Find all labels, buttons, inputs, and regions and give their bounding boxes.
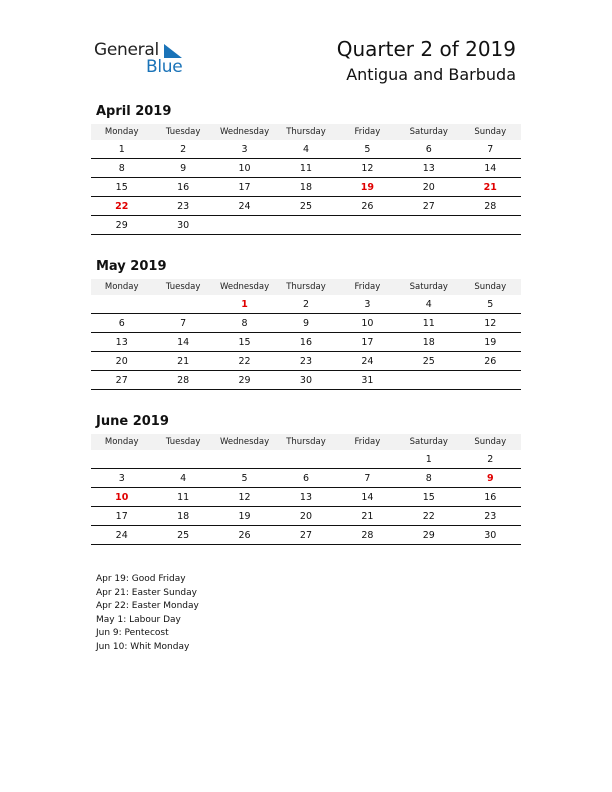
day-cell: 14 (460, 159, 521, 178)
page-title: Quarter 2 of 2019 (336, 37, 516, 61)
day-cell: 23 (460, 507, 521, 526)
day-cell: 4 (275, 140, 336, 159)
day-cell: 29 (398, 526, 459, 545)
month-calendar (91, 104, 521, 235)
weekday-header: Thursday (275, 124, 336, 140)
weekday-header: Tuesday (152, 124, 213, 140)
day-cell: 9 (460, 469, 521, 488)
day-cell (152, 295, 213, 314)
day-cell (91, 450, 152, 469)
day-cell: 13 (398, 159, 459, 178)
day-cell: 16 (152, 178, 213, 197)
week-row (91, 450, 521, 469)
weekday-header-row (91, 124, 521, 140)
week-row (91, 295, 521, 314)
day-cell: 21 (152, 352, 213, 371)
week-row (91, 159, 521, 178)
day-cell: 3 (214, 140, 275, 159)
day-cell: 26 (337, 197, 398, 216)
day-cell: 7 (337, 469, 398, 488)
month-table (91, 279, 521, 390)
weekday-header: Friday (337, 279, 398, 295)
day-cell: 6 (398, 140, 459, 159)
weekday-header: Monday (91, 279, 152, 295)
weekday-header: Wednesday (214, 434, 275, 450)
holiday-note: Apr 19: Good Friday (96, 574, 186, 584)
weekday-header: Tuesday (152, 279, 213, 295)
weekday-header: Wednesday (214, 279, 275, 295)
day-cell: 20 (398, 178, 459, 197)
day-cell: 4 (152, 469, 213, 488)
day-cell: 20 (275, 507, 336, 526)
day-cell: 18 (398, 333, 459, 352)
day-cell: 1 (214, 295, 275, 314)
day-cell: 19 (214, 507, 275, 526)
day-cell (337, 450, 398, 469)
day-cell: 8 (214, 314, 275, 333)
holiday-note: Apr 21: Easter Sunday (96, 587, 197, 598)
month-calendar (91, 259, 521, 390)
day-cell: 28 (337, 526, 398, 545)
day-cell: 11 (275, 159, 336, 178)
month-table (91, 434, 521, 545)
weekday-header: Saturday (398, 124, 459, 140)
day-cell: 5 (214, 469, 275, 488)
week-row (91, 314, 521, 333)
day-cell: 28 (460, 197, 521, 216)
day-cell: 25 (398, 352, 459, 371)
day-cell: 16 (275, 333, 336, 352)
day-cell: 19 (460, 333, 521, 352)
day-cell (275, 216, 336, 235)
day-cell: 25 (275, 197, 336, 216)
month-table (91, 124, 521, 235)
day-cell: 10 (91, 488, 152, 507)
day-cell: 12 (214, 488, 275, 507)
day-cell: 9 (275, 314, 336, 333)
weekday-header-row (91, 279, 521, 295)
day-cell: 30 (275, 371, 336, 390)
day-cell: 9 (152, 159, 213, 178)
day-cell: 18 (152, 507, 213, 526)
weekday-header: Sunday (460, 124, 521, 140)
day-cell (275, 450, 336, 469)
day-cell: 6 (91, 314, 152, 333)
holiday-note: Apr 22: Easter Monday (96, 601, 199, 611)
day-cell: 16 (460, 488, 521, 507)
day-cell: 10 (214, 159, 275, 178)
day-cell (152, 450, 213, 469)
day-cell: 17 (91, 507, 152, 526)
day-cell: 2 (152, 140, 213, 159)
day-cell: 23 (275, 352, 336, 371)
day-cell: 27 (275, 526, 336, 545)
day-cell: 13 (91, 333, 152, 352)
day-cell: 21 (337, 507, 398, 526)
holiday-note: Jun 10: Whit Monday (96, 641, 190, 652)
day-cell: 14 (337, 488, 398, 507)
weekday-header: Sunday (460, 279, 521, 295)
day-cell: 1 (91, 140, 152, 159)
day-cell (460, 371, 521, 390)
day-cell: 26 (460, 352, 521, 371)
day-cell: 19 (337, 178, 398, 197)
weekday-header: Wednesday (214, 124, 275, 140)
month-title: May 2019 (96, 259, 167, 274)
day-cell: 13 (275, 488, 336, 507)
day-cell: 3 (91, 469, 152, 488)
day-cell: 6 (275, 469, 336, 488)
day-cell: 12 (337, 159, 398, 178)
day-cell: 2 (460, 450, 521, 469)
week-row (91, 178, 521, 197)
day-cell: 15 (398, 488, 459, 507)
day-cell: 28 (152, 371, 213, 390)
logo-general-text: General (94, 40, 159, 60)
generalblue-logo (94, 40, 194, 80)
week-row (91, 526, 521, 545)
day-cell: 8 (91, 159, 152, 178)
day-cell: 31 (337, 371, 398, 390)
day-cell (214, 216, 275, 235)
weekday-header: Saturday (398, 434, 459, 450)
week-row (91, 507, 521, 526)
day-cell: 3 (337, 295, 398, 314)
day-cell: 14 (152, 333, 213, 352)
day-cell: 24 (91, 526, 152, 545)
day-cell: 21 (460, 178, 521, 197)
day-cell (460, 216, 521, 235)
week-row (91, 216, 521, 235)
day-cell: 8 (398, 469, 459, 488)
day-cell: 30 (152, 216, 213, 235)
week-row (91, 140, 521, 159)
day-cell: 11 (152, 488, 213, 507)
weekday-header: Monday (91, 434, 152, 450)
week-row (91, 371, 521, 390)
day-cell: 18 (275, 178, 336, 197)
day-cell: 29 (214, 371, 275, 390)
weekday-header: Thursday (275, 279, 336, 295)
day-cell: 17 (337, 333, 398, 352)
holiday-notes (96, 573, 199, 654)
logo-blue-text: Blue (146, 57, 183, 77)
day-cell: 22 (91, 197, 152, 216)
day-cell (337, 216, 398, 235)
day-cell: 17 (214, 178, 275, 197)
day-cell: 1 (398, 450, 459, 469)
day-cell: 15 (91, 178, 152, 197)
day-cell: 30 (460, 526, 521, 545)
day-cell: 7 (152, 314, 213, 333)
day-cell: 23 (152, 197, 213, 216)
day-cell: 15 (214, 333, 275, 352)
weekday-header: Friday (337, 434, 398, 450)
month-title: June 2019 (96, 414, 169, 429)
day-cell: 29 (91, 216, 152, 235)
day-cell: 5 (460, 295, 521, 314)
weekday-header: Thursday (275, 434, 336, 450)
week-row (91, 333, 521, 352)
day-cell: 7 (460, 140, 521, 159)
day-cell: 27 (398, 197, 459, 216)
day-cell: 4 (398, 295, 459, 314)
day-cell: 24 (337, 352, 398, 371)
day-cell (398, 371, 459, 390)
weekday-header: Saturday (398, 279, 459, 295)
day-cell: 26 (214, 526, 275, 545)
week-row (91, 197, 521, 216)
weekday-header-row (91, 434, 521, 450)
weekday-header: Friday (337, 124, 398, 140)
day-cell: 5 (337, 140, 398, 159)
week-row (91, 488, 521, 507)
month-title: April 2019 (96, 104, 172, 119)
day-cell: 22 (398, 507, 459, 526)
day-cell: 20 (91, 352, 152, 371)
day-cell: 10 (337, 314, 398, 333)
weekday-header: Tuesday (152, 434, 213, 450)
day-cell (398, 216, 459, 235)
month-calendar (91, 414, 521, 545)
day-cell: 2 (275, 295, 336, 314)
day-cell (214, 450, 275, 469)
holiday-note: Jun 9: Pentecost (96, 628, 169, 638)
day-cell: 12 (460, 314, 521, 333)
day-cell: 27 (91, 371, 152, 390)
day-cell: 25 (152, 526, 213, 545)
weekday-header: Monday (91, 124, 152, 140)
day-cell (91, 295, 152, 314)
weekday-header: Sunday (460, 434, 521, 450)
holiday-note: May 1: Labour Day (96, 614, 181, 625)
page-subtitle: Antigua and Barbuda (346, 65, 516, 84)
day-cell: 11 (398, 314, 459, 333)
day-cell: 24 (214, 197, 275, 216)
day-cell: 22 (214, 352, 275, 371)
week-row (91, 469, 521, 488)
week-row (91, 352, 521, 371)
